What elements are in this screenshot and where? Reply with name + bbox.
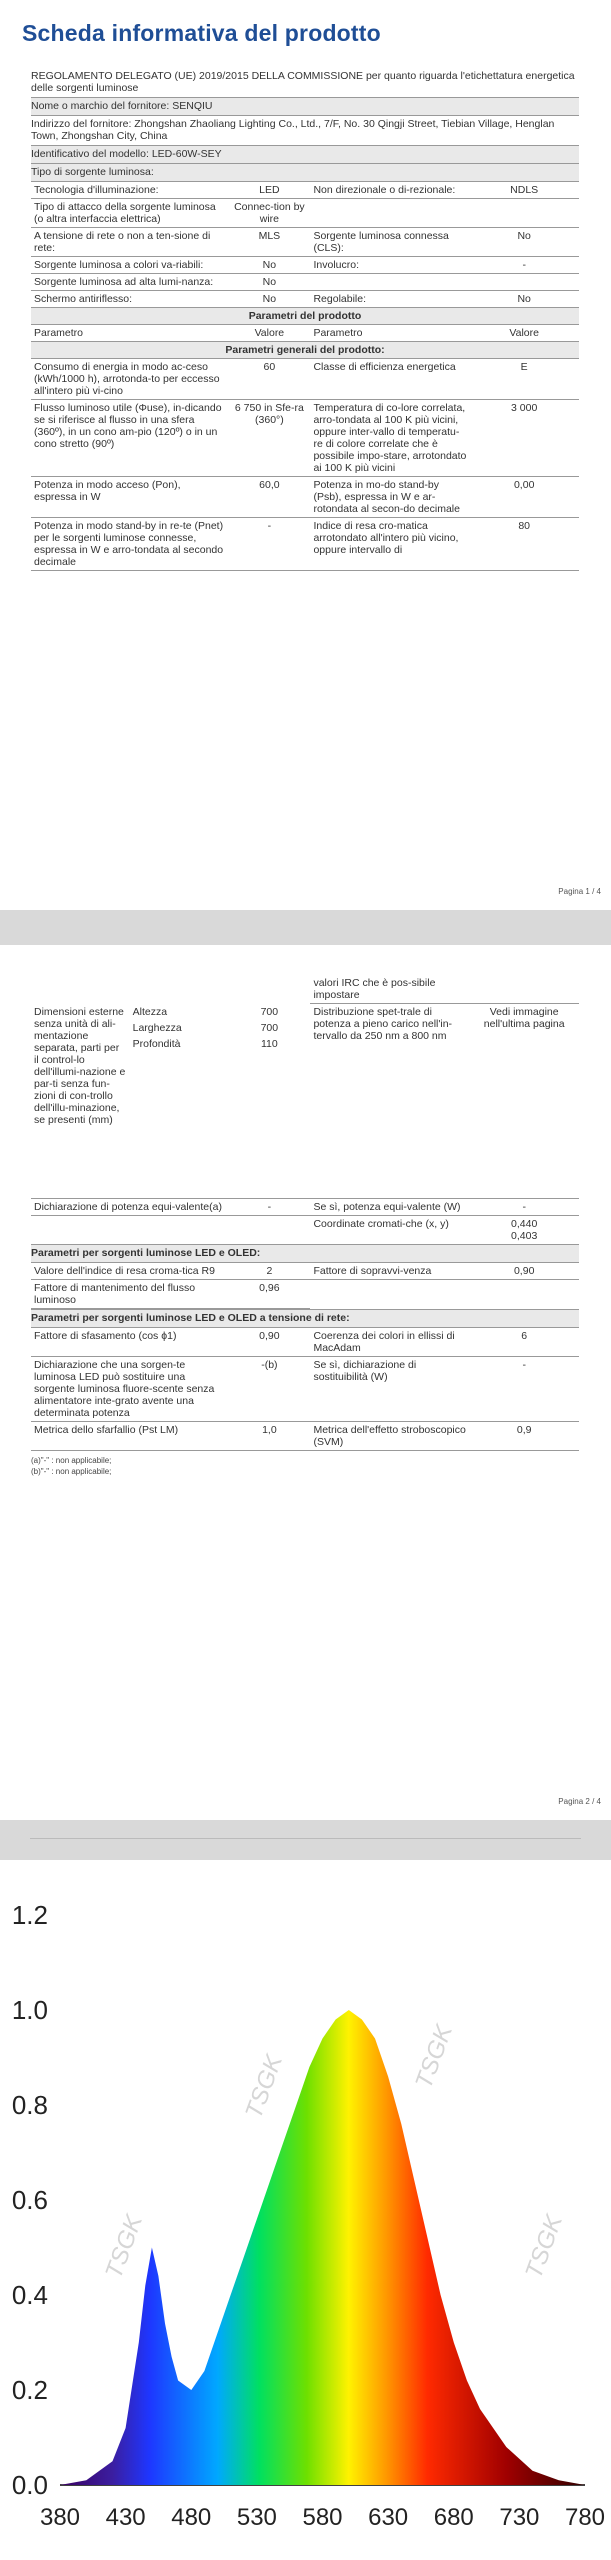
- watermark-text: TSGK: [240, 2051, 288, 2123]
- replace-w-value: -: [469, 1356, 579, 1421]
- param-cell-v2: 0,00: [469, 477, 579, 518]
- src-row: [31, 291, 579, 308]
- param-cell-v2: 3 000: [469, 400, 579, 477]
- src-cell-m: Regolabile:: [310, 291, 469, 308]
- supplier-brand: Nome o marchio del fornitore: SENQIU: [31, 98, 579, 116]
- footnotes: [31, 1455, 579, 1477]
- src-cell-l: Tecnologia d'illuminazione:: [31, 182, 228, 199]
- param-cell-m: Temperatura di co-lore correlata, arro-tondata al 100 K più vicini, oppure inter-vallo di temperatu-re di colore correlate che è possibile impo-stare, arrotondato ai 100 K più vicini: [310, 400, 469, 477]
- param-cell-m: Indice di resa cro-matica arrotondato all'intero più vicino, oppure intervallo di: [310, 518, 469, 571]
- x-tick-label: 430: [105, 2504, 146, 2531]
- spectral-label: Distribuzione spet-trale di potenza a pieno carico nell'in-tervallo da 250 nm a 800 nm: [310, 1004, 469, 1199]
- col-param: Parametro: [310, 325, 469, 342]
- src-cell-m: Sorgente luminosa connessa (CLS):: [310, 228, 469, 257]
- page-2: [0, 945, 611, 1820]
- y-tick-label: 1.0: [11, 1995, 48, 2025]
- src-cell-m: [310, 199, 469, 228]
- document-title: Scheda informativa del prodotto: [22, 20, 381, 46]
- supplier-address: Indirizzo del fornitore: Zhongshan Zhaoliang Lighting Co., Ltd., 7/F, No. 30 Qingji Street, Tiebian Village, Henglan Town, Zhongshan City, China: [31, 116, 579, 146]
- p2-table-b: [31, 1199, 579, 1245]
- maint-value: 0,96: [228, 1279, 310, 1308]
- dim-width-label: Larghezza: [132, 1021, 182, 1034]
- src-cell-v2: No: [469, 291, 579, 308]
- document-body-2: [31, 975, 579, 1477]
- src-cell-v1: LED: [228, 182, 310, 199]
- regulation-text: REGOLAMENTO DELEGATO (UE) 2019/2015 DELLA COMMISSIONE per quanto riguarda l'etichettatura energetica delle sorgenti luminose: [31, 68, 579, 98]
- col-param: Parametro: [31, 325, 228, 342]
- chroma-label: Coordinate cromati-che (x, y): [310, 1215, 469, 1244]
- spectral-value: Vedi immagine nell'ultima pagina: [469, 1004, 579, 1199]
- watermark-text: TSGK: [100, 2211, 148, 2283]
- src-cell-v1: MLS: [228, 228, 310, 257]
- macadam-label: Coerenza dei colori in ellissi di MacAdam: [310, 1328, 469, 1357]
- spectrum-chart: [0, 1860, 611, 2560]
- dim-depth-value: 110: [228, 1036, 310, 1199]
- param-cell-v2: E: [469, 359, 579, 400]
- source-type: Tipo di sorgente luminosa:: [31, 164, 579, 182]
- maint-label: Fattore di mantenimento del flusso luminoso: [31, 1279, 228, 1308]
- equiv-power-label: Se sì, potenza equi-valente (W): [310, 1199, 469, 1216]
- replace-value: -(b): [228, 1356, 310, 1421]
- src-cell-v2: [469, 274, 579, 291]
- y-tick-label: 0.2: [11, 2375, 48, 2405]
- param-cell-l: Potenza in modo acceso (Pon), espressa in W: [31, 477, 228, 518]
- src-cell-v2: NDLS: [469, 182, 579, 199]
- flicker-label: Metrica dello sfarfallio (Pst LM): [31, 1421, 228, 1450]
- replace-label: Dichiarazione che una sorgen-te luminosa LED può sostituire una sorgente luminosa fluore-scente senza alimentatore inte-grato avente una determinata potenza: [31, 1356, 228, 1421]
- x-tick-label: 380: [39, 2504, 81, 2531]
- page-separator: [30, 1838, 581, 1839]
- x-tick-label: 530: [236, 2504, 277, 2531]
- src-cell-l: Sorgente luminosa ad alta lumi-nanza:: [31, 274, 228, 291]
- y-tick-label: 1.2: [11, 1900, 48, 1930]
- led-title: Parametri per sorgenti luminose LED e OLED:: [31, 1245, 579, 1263]
- col-value: Valore: [469, 325, 579, 342]
- r9-value: 2: [228, 1263, 310, 1280]
- dim-width-value: 700: [260, 1021, 279, 1034]
- src-cell-v1: No: [228, 274, 310, 291]
- x-tick-label: 780: [564, 2504, 606, 2531]
- param-cell-l: Potenza in modo stand-by in re-te (Pnet) per le sorgenti luminose connesse, espressa in W e arro-tondata al secondo decimale: [31, 518, 228, 571]
- param-cell-v1: 60,0: [228, 477, 310, 518]
- col-value: Valore: [228, 325, 310, 342]
- strobo-value: 0,9: [469, 1421, 579, 1450]
- param-row: [31, 477, 579, 518]
- src-cell-l: Schermo antiriflesso:: [31, 291, 228, 308]
- general-title: Parametri generali del prodotto:: [31, 342, 579, 359]
- dimensions-label: Dimensioni esterne senza unità di ali-mentazione separata, parti per il control-lo dell'illumi-nazione e par-ti senza fun-zioni di con-trollo dell'illu-minazione, se presenti (mm): [31, 1004, 130, 1199]
- param-cell-v2: 80: [469, 518, 579, 571]
- src-cell-v2: -: [469, 257, 579, 274]
- x-tick-label: 730: [499, 2504, 540, 2531]
- p2-table-c: [31, 1263, 579, 1309]
- page-3-spectrum: [0, 1860, 611, 2560]
- src-cell-v2: [469, 199, 579, 228]
- equiv-power-value: -: [469, 1199, 579, 1216]
- src-row: [31, 182, 579, 199]
- page-1: [0, 0, 611, 910]
- src-cell-v1: Connec-tion by wire: [228, 199, 310, 228]
- mls-title: Parametri per sorgenti luminose LED e OLED a tensione di rete:: [31, 1309, 579, 1328]
- param-cell-v1: 60: [228, 359, 310, 400]
- param-cell-l: Consumo di energia in modo ac-ceso (kWh/1000 h), arrotonda-to per eccesso all'intero più vi-cino: [31, 359, 228, 400]
- src-cell-l: Sorgente luminosa a colori va-riabili:: [31, 257, 228, 274]
- pf-value: 0,90: [228, 1328, 310, 1357]
- param-row: [31, 400, 579, 477]
- src-cell-v2: No: [469, 228, 579, 257]
- src-row: [31, 228, 579, 257]
- dim-height-label: Altezza: [132, 1005, 168, 1018]
- source-table: [31, 182, 579, 308]
- y-tick-label: 0.8: [11, 2090, 48, 2120]
- r9-label: Valore dell'indice di resa croma-tica R9: [31, 1263, 228, 1280]
- src-cell-l: A tensione di rete o non a ten-sione di rete:: [31, 228, 228, 257]
- note-b: (b)"-" : non applicabile;: [31, 1466, 112, 1476]
- param-cell-l: Flusso luminoso utile (Φuse), in-dicando se si riferisce al flusso in una sfera (360º), in un cono am-pio (120º) o in un cono stretto (90º): [31, 400, 228, 477]
- watermark-text: TSGK: [410, 2021, 458, 2093]
- src-cell-m: Involucro:: [310, 257, 469, 274]
- src-cell-l: Tipo di attacco della sorgente luminosa (o altra interfaccia elettrica): [31, 199, 228, 228]
- dim-height-value: 700: [260, 1005, 279, 1018]
- strobo-label: Metrica dell'effetto stroboscopico (SVM): [310, 1421, 469, 1450]
- x-tick-label: 480: [171, 2504, 212, 2531]
- macadam-value: 6: [469, 1328, 579, 1357]
- page-number: Pagina 2 / 4: [558, 1797, 601, 1806]
- irc-cont: valori IRC che è pos-sibile impostare: [310, 975, 469, 1004]
- equiv-value: -: [228, 1199, 310, 1216]
- param-cell-v1: -: [228, 518, 310, 571]
- model-identifier: Identificativo del modello: LED-60W-SEY: [31, 146, 579, 164]
- params-header: [31, 325, 579, 342]
- y-tick-label: 0.0: [11, 2470, 48, 2500]
- p2-table-a: [31, 975, 579, 1199]
- y-tick-label: 0.4: [11, 2280, 48, 2310]
- pf-label: Fattore di sfasamento (cos ϕ1): [31, 1328, 228, 1357]
- general-table: [31, 359, 579, 571]
- param-row: [31, 518, 579, 571]
- x-tick-label: 630: [368, 2504, 409, 2531]
- src-cell-v1: No: [228, 291, 310, 308]
- param-cell-m: Classe di efficienza energetica: [310, 359, 469, 400]
- note-a: (a)"-" : non applicabile;: [31, 1455, 112, 1465]
- chroma-value: 0,440 0,403: [469, 1215, 579, 1244]
- src-cell-m: Non direzionale o di-rezionale:: [310, 182, 469, 199]
- page-number: Pagina 1 / 4: [558, 887, 601, 896]
- param-cell-m: Potenza in mo-do stand-by (Psb), espressa in W e ar-rotondata al secon-do decimale: [310, 477, 469, 518]
- dim-depth-label: Profondità: [130, 1036, 229, 1199]
- param-row: [31, 359, 579, 400]
- src-cell-m: [310, 274, 469, 291]
- flicker-value: 1,0: [228, 1421, 310, 1450]
- src-row: [31, 257, 579, 274]
- x-tick-label: 580: [302, 2504, 343, 2531]
- src-row: [31, 199, 579, 228]
- survival-label: Fattore di sopravvi-venza: [310, 1263, 469, 1280]
- survival-value: 0,90: [469, 1263, 579, 1280]
- equiv-label: Dichiarazione di potenza equi-valente(a): [31, 1199, 228, 1216]
- spectrum-area: [60, 2010, 585, 2485]
- document-body: [31, 68, 579, 571]
- x-tick-label: 680: [433, 2504, 474, 2531]
- y-tick-label: 0.6: [11, 2185, 48, 2215]
- src-row: [31, 274, 579, 291]
- params-title: Parametri del prodotto: [31, 308, 579, 325]
- watermark-text: TSGK: [520, 2211, 568, 2283]
- src-cell-v1: No: [228, 257, 310, 274]
- p2-table-d: [31, 1328, 579, 1451]
- param-cell-v1: 6 750 in Sfe-ra (360°): [228, 400, 310, 477]
- replace-w-label: Se sì, dichiarazione di sostituibilità (W): [310, 1356, 469, 1421]
